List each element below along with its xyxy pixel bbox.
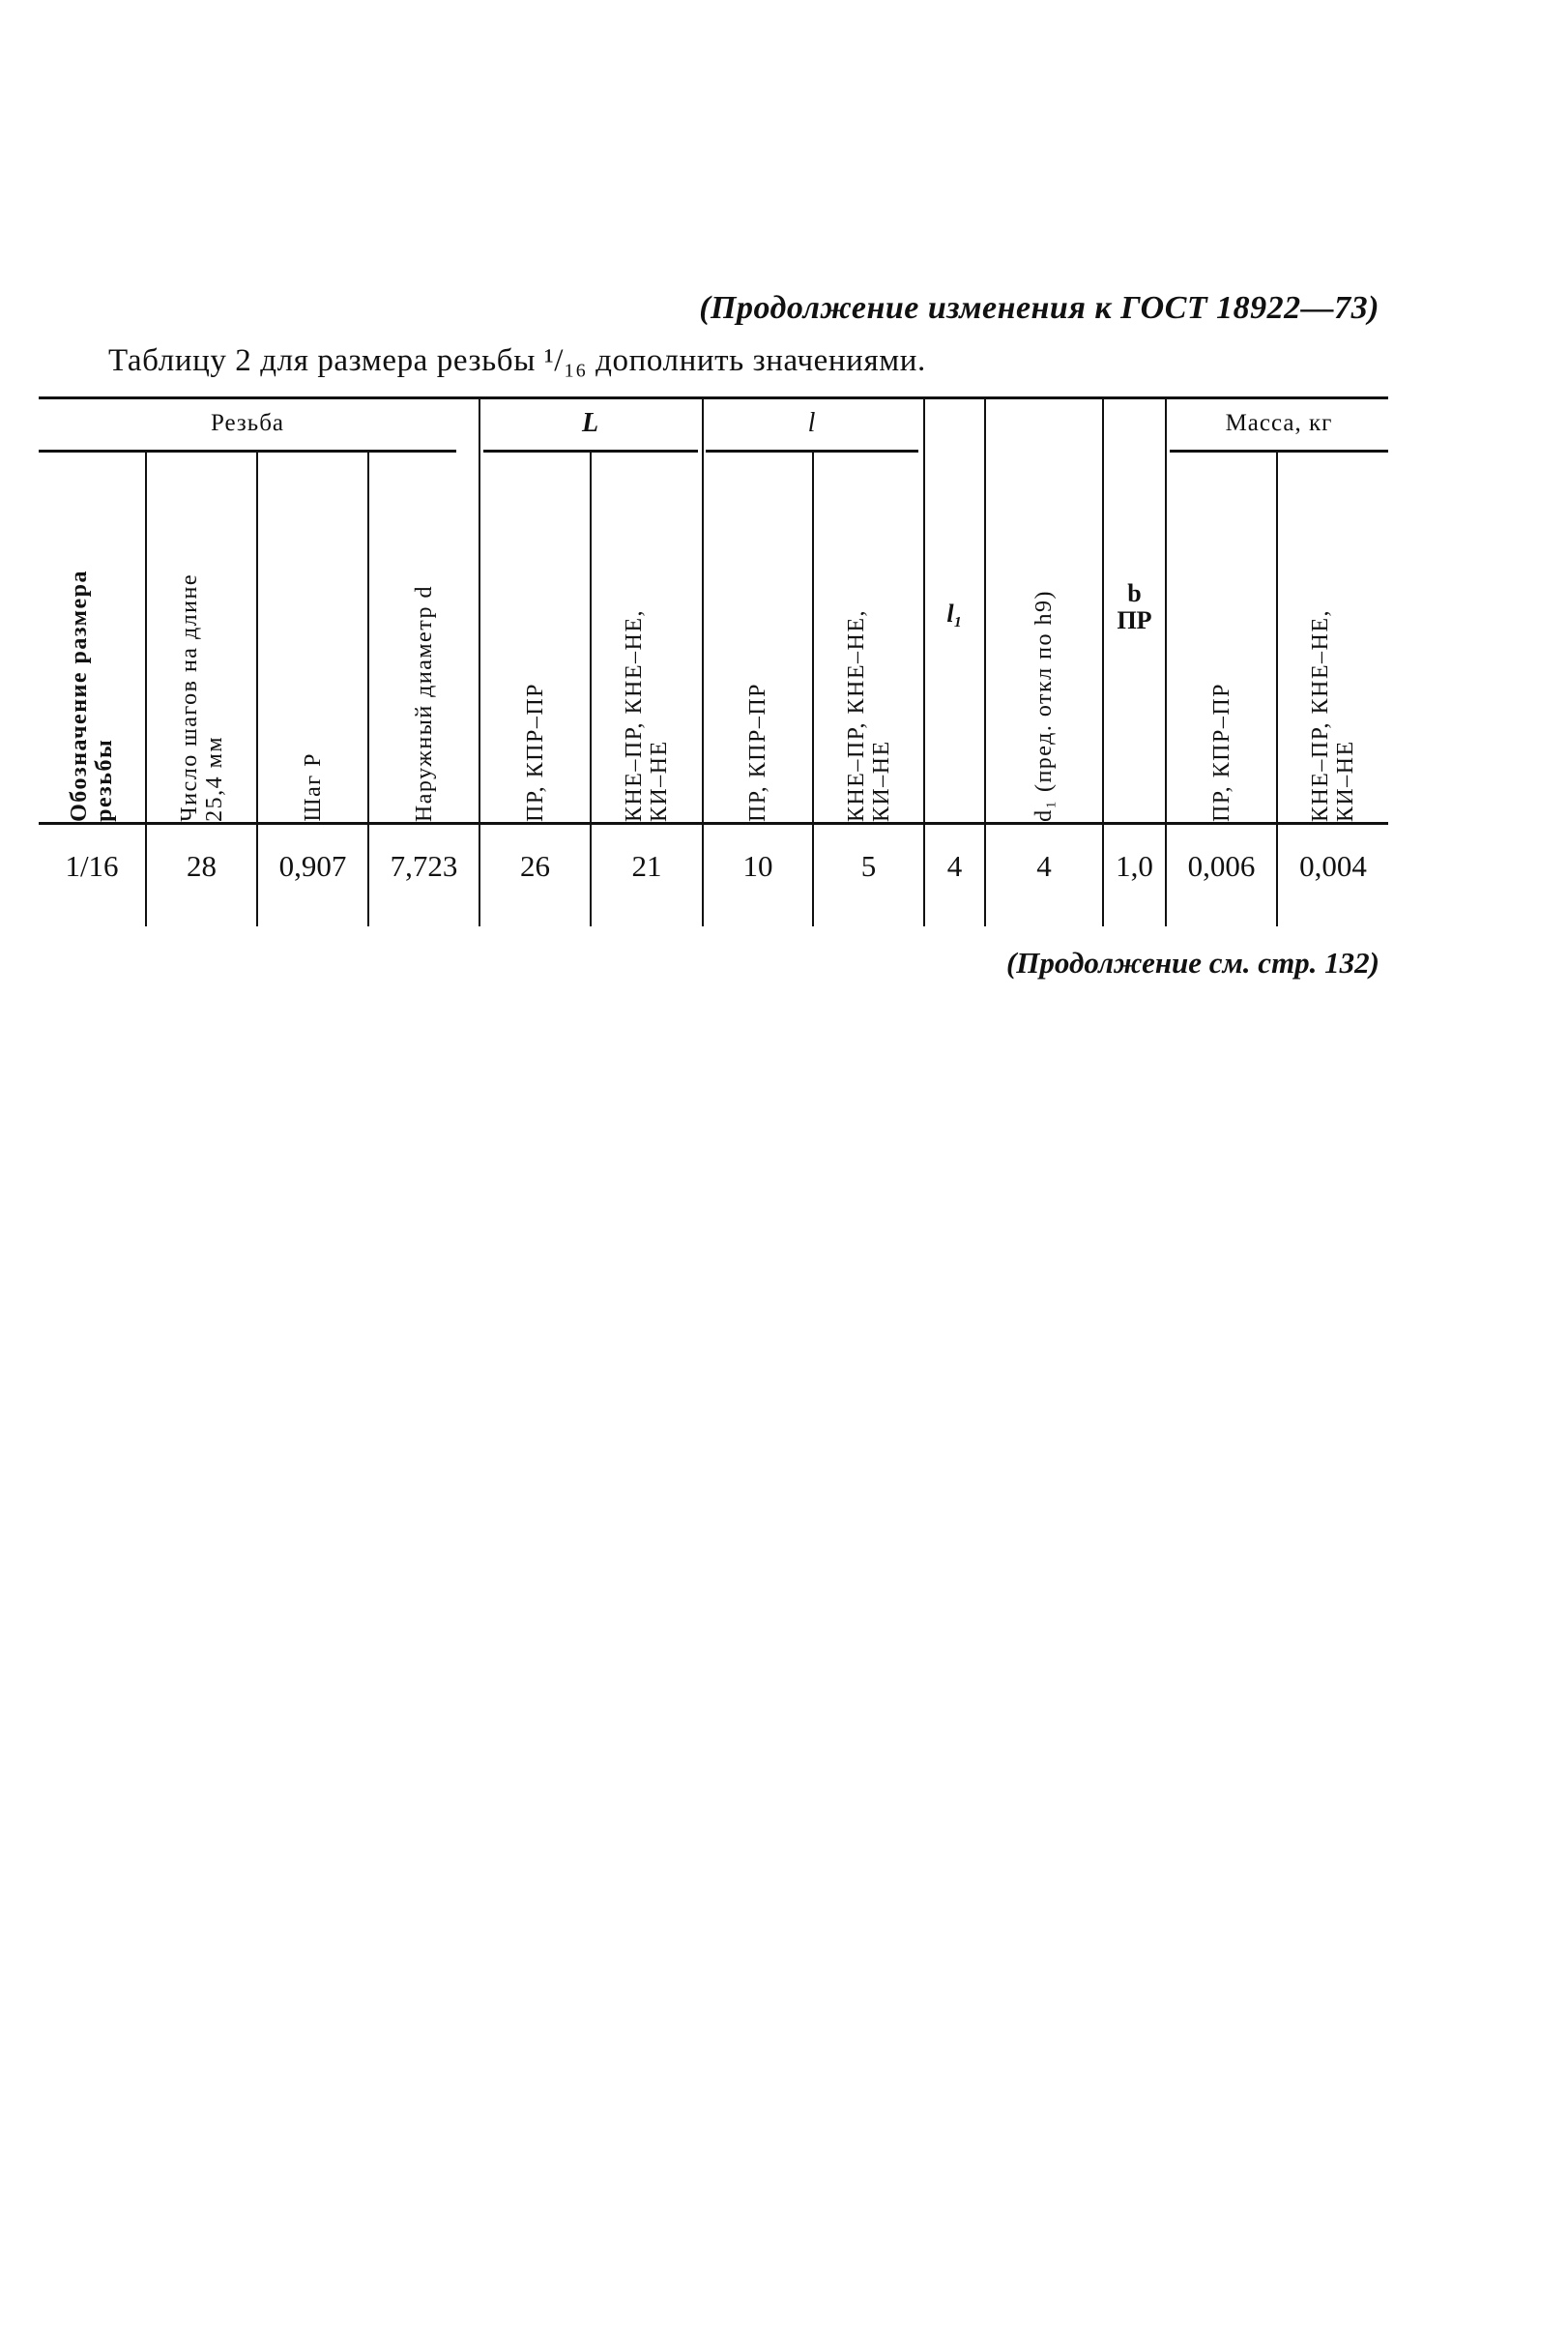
col-head-d1: d₁ (пред. откл по h9) [1031, 590, 1057, 822]
col-head-mass-pr: ПР, КПР–ПР [1208, 682, 1234, 822]
cell-b-pr: 1,0 [1116, 849, 1153, 883]
col-head-L-kne: КНЕ–ПР, КНЕ–НЕ, КИ–НЕ [622, 608, 672, 822]
cell-mass-kne: 0,004 [1299, 849, 1367, 883]
col-head-L-pr: ПР, КПР–ПР [522, 682, 548, 822]
col-head-mass-kne: КНЕ–ПР, КНЕ–НЕ, КИ–НЕ [1308, 608, 1358, 822]
col-head-l-kne: КНЕ–ПР, КНЕ–НЕ, КИ–НЕ [843, 608, 894, 822]
cell-l-pr: 10 [742, 849, 773, 883]
group-heading-thread: Резьба [210, 410, 285, 436]
col-head-designation: Обозначение размера резьбы [67, 570, 117, 822]
continuation-header: (Продолжение изменения к ГОСТ 18922—73) [699, 290, 1379, 326]
table-top-rule [39, 396, 1388, 399]
cell-L-kne: 21 [631, 849, 662, 883]
intro-text: Таблицу 2 для размера резьбы ¹/₁₆ дополнить значениями. [108, 343, 926, 378]
cell-designation: 1/16 [65, 849, 119, 883]
col-divider [923, 396, 925, 926]
col-head-threads-count: Число шагов на длине 25,4 мм [176, 573, 227, 822]
group-rule-thread [39, 450, 456, 453]
cell-pitch: 0,907 [278, 849, 347, 883]
cell-l-kne: 5 [860, 849, 877, 883]
col-divider [1102, 396, 1104, 926]
col-head-b-pr: b ПР [1117, 579, 1152, 634]
col-head-l1: l₁ [946, 600, 963, 628]
continuation-footer: (Продолжение см. стр. 132) [1005, 946, 1379, 980]
cell-L-pr: 26 [520, 849, 550, 883]
cell-l1: 4 [946, 849, 963, 883]
group-heading-mass: Масса, кг [1225, 410, 1333, 436]
group-heading-L: L [581, 408, 600, 438]
col-head-outer-diameter: Наружный диаметр d [411, 584, 437, 822]
header-bottom-rule [39, 822, 1388, 825]
col-head-l-pr: ПР, КПР–ПР [745, 682, 770, 822]
group-rule-mass [1170, 450, 1388, 453]
cell-d1: 4 [1036, 849, 1052, 883]
group-heading-l: l [807, 408, 817, 438]
cell-outer-diameter: 7,723 [390, 849, 458, 883]
col-head-pitch: Шаг P [300, 752, 326, 822]
cell-mass-pr: 0,006 [1187, 849, 1256, 883]
cell-threads-count: 28 [187, 849, 217, 883]
